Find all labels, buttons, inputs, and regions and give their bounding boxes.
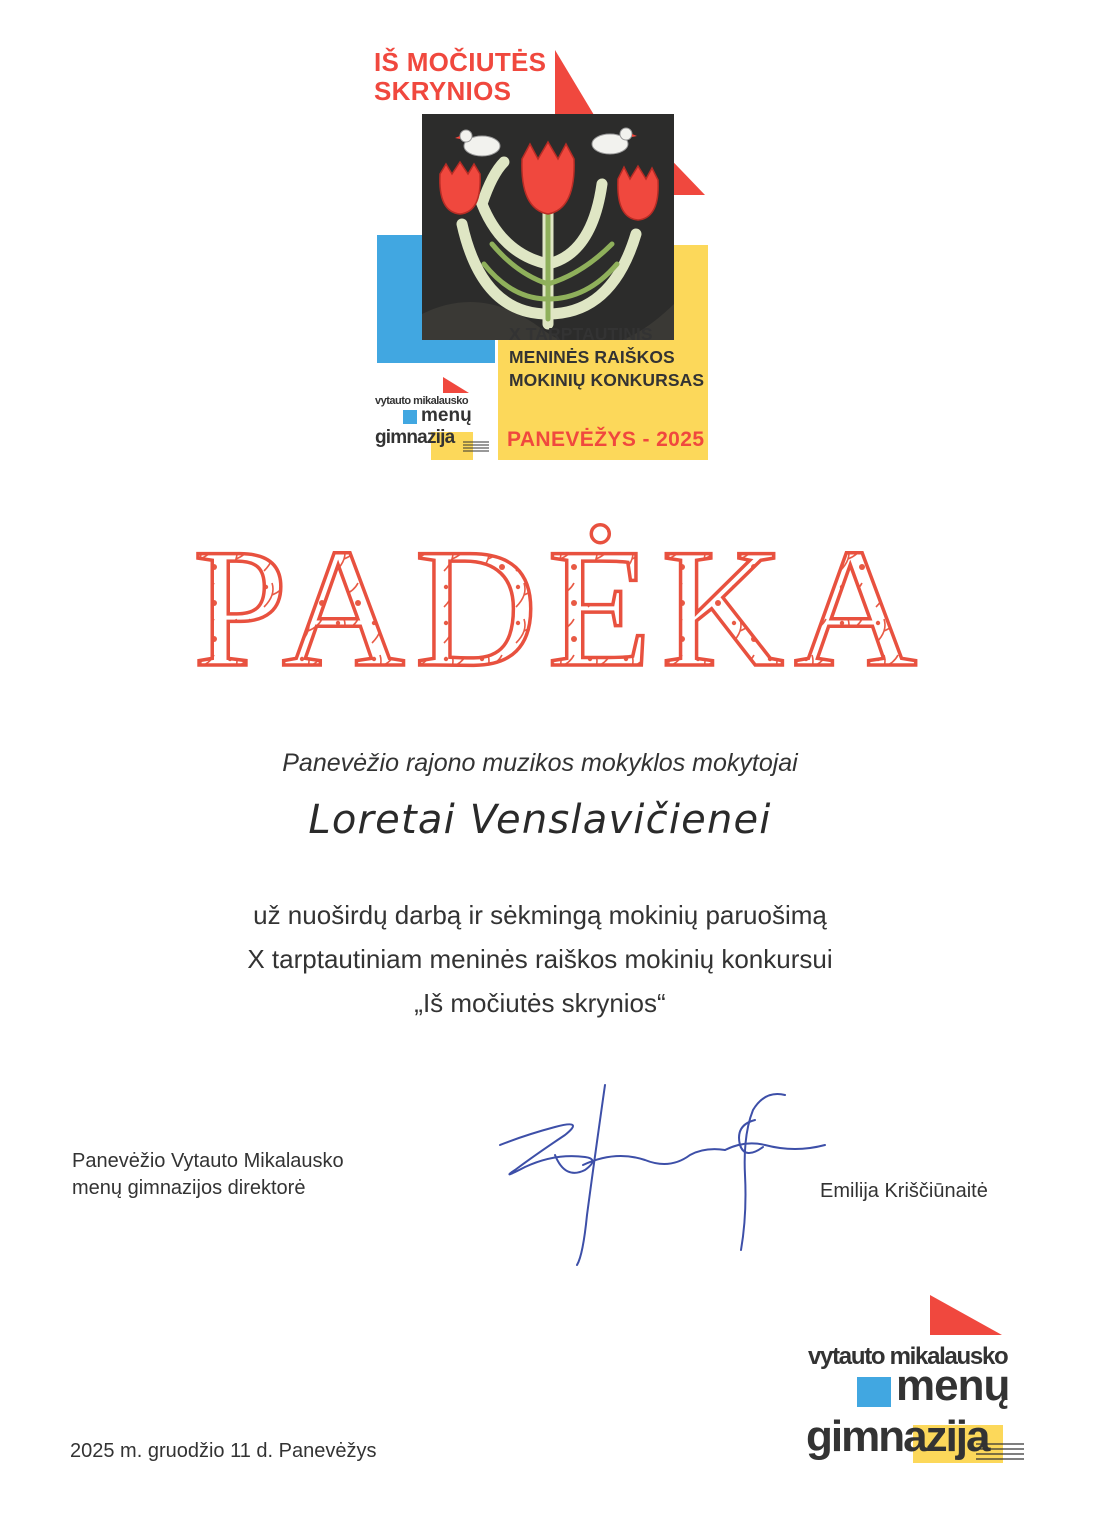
signature bbox=[495, 1075, 835, 1275]
city-year: PANEVĖŽYS - 2025 bbox=[507, 428, 705, 451]
signatory-title bbox=[72, 1148, 344, 1202]
reason-line3: „Iš močiutės skrynios“ bbox=[414, 988, 666, 1018]
logo-blue-square bbox=[403, 410, 417, 424]
school-logo-large bbox=[800, 1295, 1030, 1475]
logo-blue-square bbox=[857, 1377, 891, 1407]
tulip-painting bbox=[422, 114, 674, 340]
logo-line3: gimnazija bbox=[375, 427, 455, 448]
issue-date: 2025 m. gruodžio 11 d. Panevėžys bbox=[70, 1440, 377, 1462]
footer-logo-line2: menų bbox=[896, 1361, 1010, 1410]
signatory-title-line1: Panevėžio Vytauto Mikalausko bbox=[72, 1150, 344, 1172]
logo-triangle-icon bbox=[930, 1295, 1010, 1340]
logo-line2: menų bbox=[421, 405, 472, 426]
poster-title bbox=[374, 48, 546, 106]
contest-name bbox=[509, 323, 704, 392]
heading-text: PADĖKA bbox=[193, 514, 927, 685]
signatory-name: Emilija Kriščiūnaitė bbox=[820, 1180, 988, 1202]
recipient-role: Panevėžio rajono muzikos mokyklos mokytojai bbox=[282, 749, 798, 777]
contest-line2: MENINĖS RAIŠKOS bbox=[509, 347, 675, 367]
reason-text bbox=[0, 893, 1080, 1025]
poster-title-line1: IŠ MOČIUTĖS bbox=[374, 47, 547, 77]
logo-triangle-icon bbox=[443, 377, 473, 397]
reason-line1: už nuoširdų darbą ir sėkmingą mokinių paruošimą bbox=[253, 900, 827, 930]
logo-lines-icon bbox=[463, 440, 489, 454]
poster-title-line2: SKRYNIOS bbox=[374, 76, 512, 106]
contest-line1: X TARPTAUTINIS bbox=[509, 324, 653, 344]
footer-logo-line1: vytauto mikalausko bbox=[808, 1343, 1008, 1370]
reason-line2: X tarptautiniam meninės raiškos mokinių konkursui bbox=[247, 944, 833, 974]
signatory-title-line2: menų gimnazijos direktorė bbox=[72, 1177, 306, 1199]
school-logo-small bbox=[375, 377, 490, 461]
footer-logo-line3: gimnazija bbox=[806, 1412, 989, 1461]
heading-padeka bbox=[150, 505, 970, 685]
contest-poster bbox=[370, 40, 715, 465]
logo-lines-icon bbox=[976, 1441, 1024, 1465]
recipient-name: Loretai Venslavičienei bbox=[308, 797, 772, 843]
logo-line1: vytauto mikalausko bbox=[375, 395, 469, 407]
contest-line3: MOKINIŲ KONKURSAS bbox=[509, 370, 705, 390]
